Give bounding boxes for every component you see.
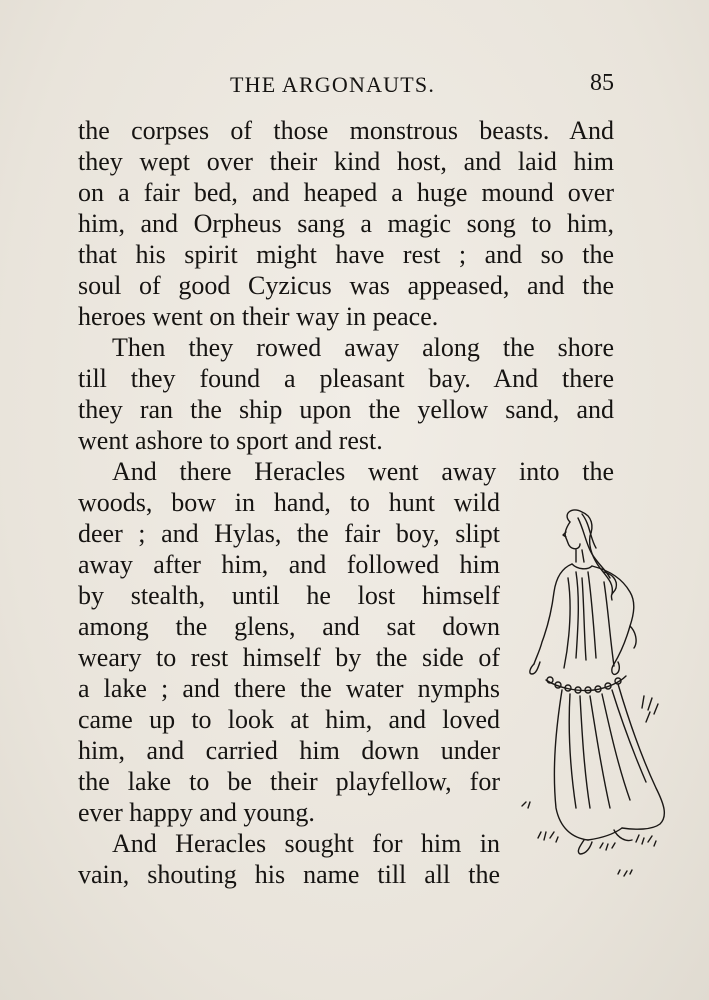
text-line: they ran the ship upon the yellow sand, and: [78, 395, 614, 424]
text-line: a lake ; and there the water nymphs: [78, 674, 500, 703]
text-line: the lake to be their playfellow, for: [78, 767, 500, 796]
text-line: And there Heracles went away into the: [112, 457, 614, 486]
figure-drawing: [518, 508, 670, 886]
text-line: till they found a pleasant bay. And there: [78, 364, 614, 393]
text-line: came up to look at him, and loved: [78, 705, 500, 734]
text-line: vain, shouting his name till all the: [78, 860, 500, 889]
text-line: him, and Orpheus sang a magic song to him,: [78, 209, 614, 238]
text-line: deer ; and Hylas, the fair boy, slipt: [78, 519, 500, 548]
text-line: the corpses of those monstrous beasts. And: [78, 116, 614, 145]
text-line: by stealth, until he lost himself: [78, 581, 500, 610]
text-line: soul of good Cyzicus was appeased, and the: [78, 271, 614, 300]
hylas-illustration: [518, 508, 670, 886]
text-line: heroes went on their way in peace.: [78, 302, 439, 331]
text-line: And Heracles sought for him in: [112, 829, 500, 858]
text-line: woods, bow in hand, to hunt wild: [78, 488, 500, 517]
text-line: him, and carried him down under: [78, 736, 500, 765]
page-header: [78, 70, 614, 102]
text-line: away after him, and followed him: [78, 550, 500, 579]
running-title: THE ARGONAUTS.: [230, 72, 436, 97]
text-line: Then they rowed away along the shore: [112, 333, 614, 362]
text-line: they wept over their kind host, and laid him: [78, 147, 614, 176]
text-line: ever happy and young.: [78, 798, 315, 827]
text-line: on a fair bed, and heaped a huge mound over: [78, 178, 614, 207]
text-line: among the glens, and sat down: [78, 612, 500, 641]
text-line: went ashore to sport and rest.: [78, 426, 383, 455]
text-line: weary to rest himself by the side of: [78, 643, 500, 672]
page-number: 85: [590, 70, 614, 96]
text-line: that his spirit might have rest ; and so the: [78, 240, 614, 269]
